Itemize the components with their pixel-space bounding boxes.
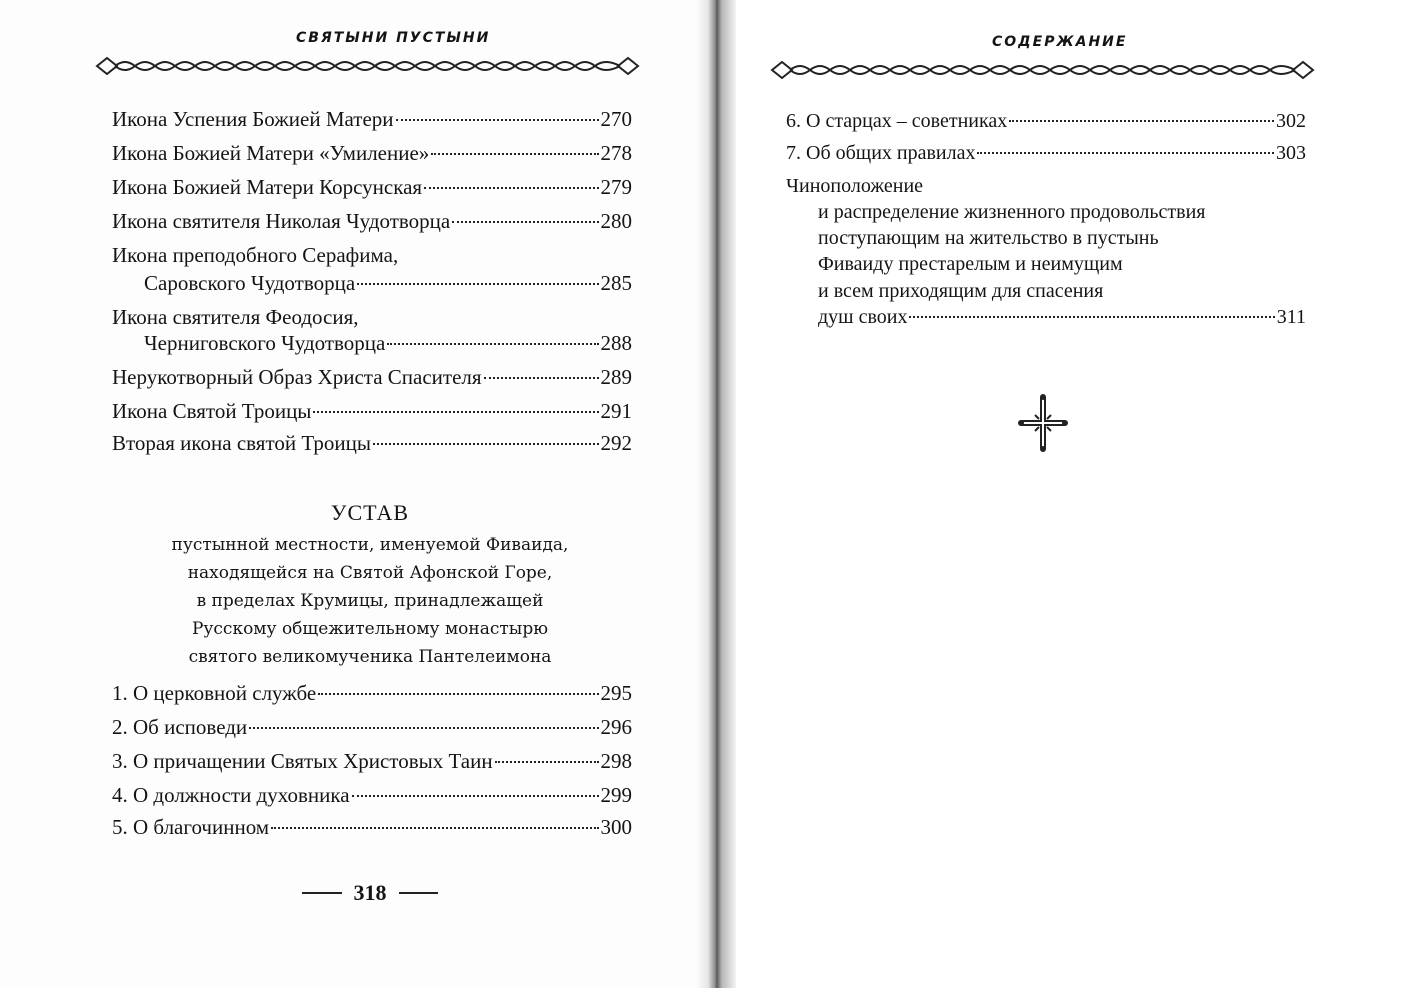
- leader-dots: [313, 411, 598, 413]
- ornamental-rule: [95, 54, 640, 78]
- toc-entry-title-continued: душ своих: [818, 306, 908, 328]
- leader-dots: [484, 377, 599, 379]
- toc-page-number: 288: [600, 331, 632, 355]
- toc-entry: [786, 106, 1306, 136]
- leader-dots: [396, 119, 599, 121]
- toc-entry-title: Икона Успения Божией Матери: [112, 107, 394, 131]
- charter-entry: [112, 678, 632, 708]
- charter-subtitle-line: святого великомученика Пантелеимона: [188, 647, 552, 667]
- charter-title: УСТАВ: [330, 500, 410, 525]
- toc-page-number: 298: [600, 749, 632, 773]
- charter-entry: [112, 780, 632, 810]
- toc-entry: [112, 104, 632, 134]
- toc-entry: [112, 396, 632, 426]
- toc-entry-title: Нерукотворный Образ Христа Спасителя: [112, 365, 482, 389]
- toc-entry-title: 6. О старцах – советниках: [786, 110, 1008, 132]
- toc-entry-title: 5. О благочинном: [112, 815, 270, 839]
- folio-rule-right: [399, 892, 439, 894]
- toc-entry-title-continued: и всем приходящим для спасения: [818, 280, 1104, 302]
- toc-entry-title: 3. О причащении Святых Христовых Таин: [112, 749, 493, 773]
- leader-dots: [357, 283, 598, 285]
- cross-ornament: [1015, 393, 1071, 458]
- charter-entry: [112, 746, 632, 776]
- toc-page-number: 303: [1276, 142, 1306, 164]
- toc-entry-title: 2. Об исповеди: [112, 715, 248, 739]
- toc-entry: [786, 138, 1306, 168]
- toc-page-number: 279: [600, 175, 632, 199]
- charter-entry: [112, 812, 632, 842]
- toc-entry-title: Чиноположение: [786, 175, 924, 197]
- toc-entry: [144, 268, 632, 298]
- leader-dots: [452, 221, 598, 223]
- leader-dots: [977, 152, 1274, 154]
- leader-dots: [1009, 120, 1274, 122]
- toc-page-number: 296: [600, 715, 632, 739]
- charter-subtitle-line: в пределах Крумицы, принадлежащей: [196, 591, 544, 611]
- charter-subtitle-line: пустынной местности, именуемой Фиваида,: [171, 535, 569, 555]
- leader-dots: [271, 827, 598, 829]
- toc-entry-title: Икона святителя Феодосия,: [112, 305, 359, 329]
- toc-page-number: 270: [600, 107, 632, 131]
- toc-entry: [818, 302, 1306, 332]
- toc-entry-title-continued: и распределение жизненного продовольствия: [818, 201, 1206, 223]
- toc-entry-title: Вторая икона святой Троицы: [112, 431, 371, 455]
- leader-dots: [424, 187, 598, 189]
- toc-page-number: 278: [600, 141, 632, 165]
- braid-ornament-icon: [95, 54, 640, 78]
- charter-entry: [112, 712, 632, 742]
- toc-entry-title: Икона Божией Матери Корсунская: [112, 175, 423, 199]
- toc-page-number: 311: [1276, 306, 1306, 328]
- ornamental-rule: [770, 58, 1315, 82]
- toc-page-number: 285: [600, 271, 632, 295]
- toc-entry-title: Икона преподобного Серафима,: [112, 243, 399, 267]
- leader-dots: [352, 795, 599, 797]
- toc-page-number: 299: [600, 783, 632, 807]
- leader-dots: [909, 316, 1274, 318]
- toc-page-number: 289: [600, 365, 632, 389]
- toc-entry-title: 4. О должности духовника: [112, 783, 350, 807]
- toc-entry-title-continued: Фиваиду престарелым и неимущим: [818, 253, 1123, 275]
- toc-page-number: 302: [1276, 110, 1306, 132]
- orthodox-cross-icon: [1015, 393, 1071, 453]
- toc-entry: [112, 172, 632, 202]
- toc-entry: [112, 206, 632, 236]
- running-head: СОДЕРЖАНИЕ: [992, 34, 1128, 50]
- toc-entry-title: Икона святителя Николая Чудотворца: [112, 209, 451, 233]
- toc-entry-title-continued: Саровского Чудотворца: [144, 271, 356, 295]
- toc-entry: [112, 362, 632, 392]
- toc-entry-title: Икона Божией Матери «Умиление»: [112, 141, 430, 165]
- toc-entry-title-continued: Черниговского Чудотворца: [144, 331, 386, 355]
- leader-dots: [249, 727, 598, 729]
- running-head: СВЯТЫНИ ПУСТЫНИ: [296, 30, 491, 46]
- charter-subtitle-line: Русскому общежительному монастырю: [191, 619, 549, 639]
- toc-entry: [144, 328, 632, 358]
- toc-entry-title-continued: поступающим на жительство в пустынь: [818, 227, 1159, 249]
- toc-page-number: 291: [600, 399, 632, 423]
- toc-page-number: 292: [600, 431, 632, 455]
- toc-page-number: 300: [600, 815, 632, 839]
- leader-dots: [387, 343, 598, 345]
- folio-number: 318: [353, 880, 387, 905]
- braid-ornament-icon: [770, 58, 1315, 82]
- leader-dots: [495, 761, 599, 763]
- toc-entry: [112, 138, 632, 168]
- page-number-footer: [290, 880, 450, 906]
- toc-entry-title: 7. Об общих правилах: [786, 142, 976, 164]
- charter-subtitle-line: находящейся на Святой Афонской Горе,: [187, 563, 553, 583]
- leader-dots: [431, 153, 598, 155]
- toc-entry: [112, 428, 632, 458]
- toc-page-number: 295: [600, 681, 632, 705]
- toc-entry-title: 1. О церковной службе: [112, 681, 317, 705]
- folio-rule-left: [302, 892, 342, 894]
- leader-dots: [373, 443, 599, 445]
- toc-entry-title: Икона Святой Троицы: [112, 399, 312, 423]
- toc-page-number: 280: [600, 209, 632, 233]
- leader-dots: [318, 693, 598, 695]
